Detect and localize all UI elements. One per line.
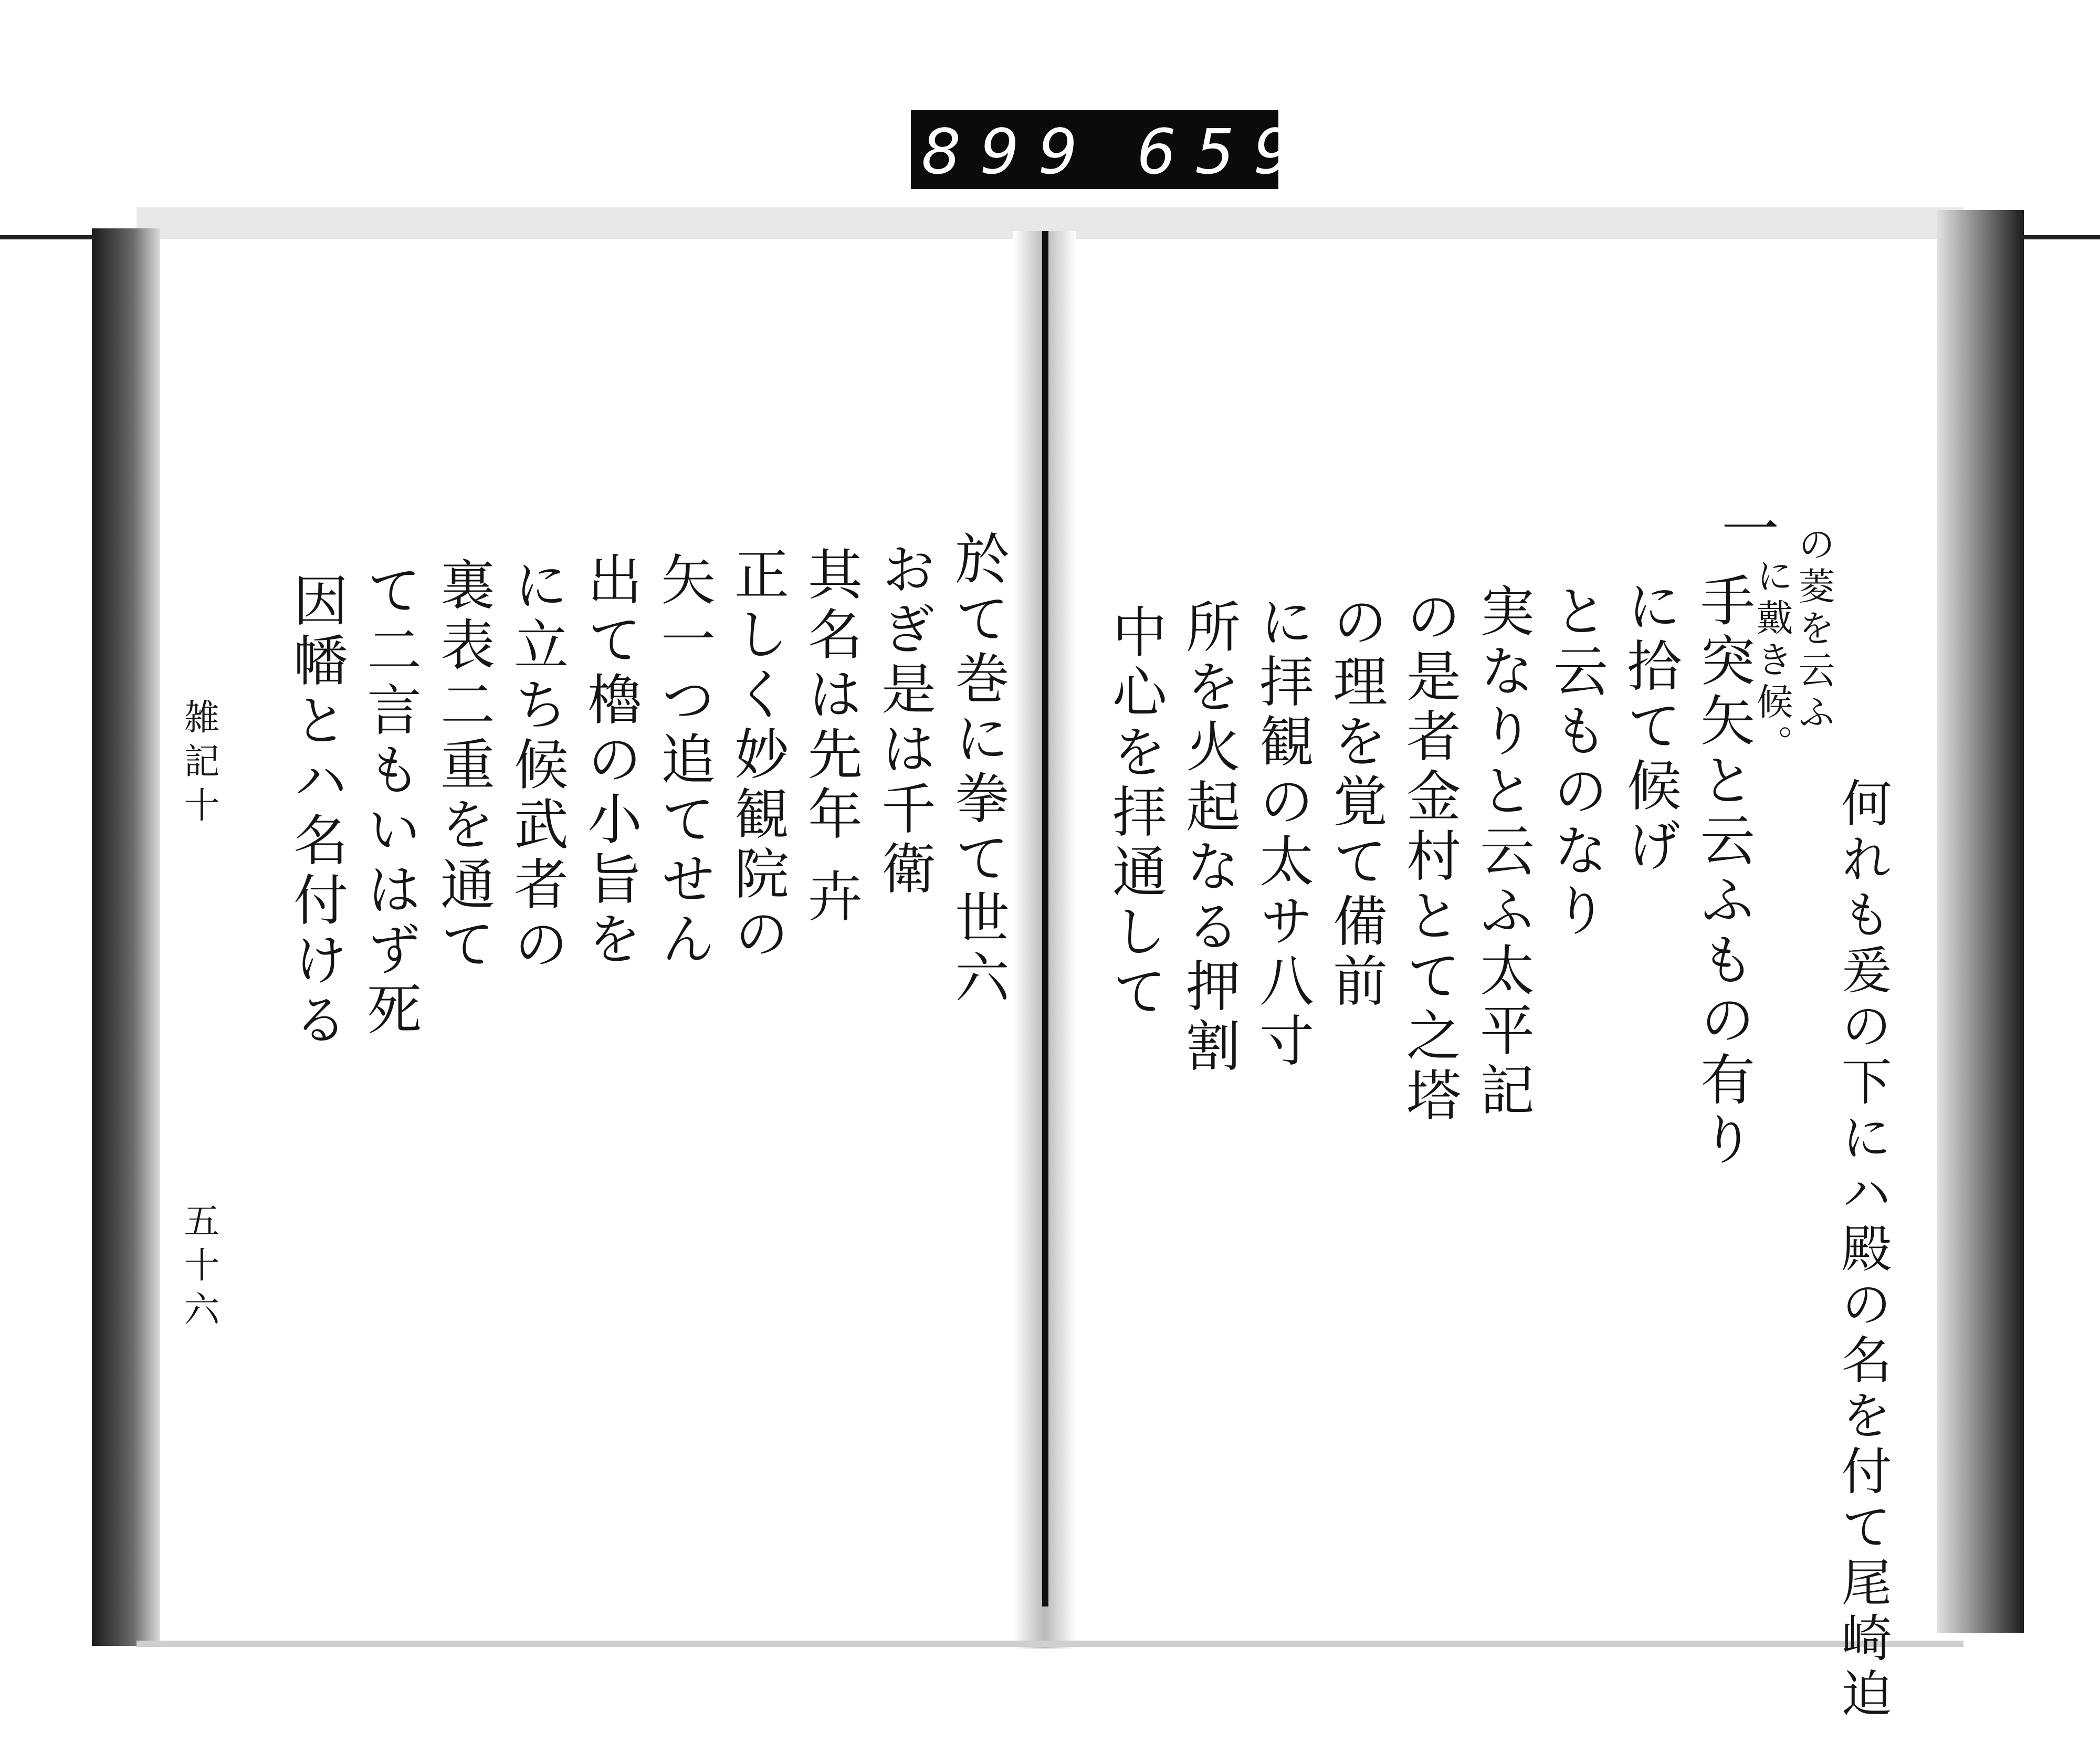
left-col-5: 出て櫓の小旨を — [578, 551, 642, 970]
left-page-edges — [92, 228, 160, 1646]
right-col-5: 実なりと云ふ太平記 — [1471, 583, 1535, 1121]
left-col-2: 其名は先年 卉 — [799, 546, 863, 928]
right-col-2: 手突矢と云ふもの有り — [1691, 572, 1755, 1171]
catalog-number-label — [911, 110, 1350, 189]
right-col-6: の是者金村とて之塔 — [1397, 588, 1461, 1127]
right-col-9: 所を火起なる押割 — [1177, 598, 1241, 1077]
left-col-8: て二言もいはず死 — [358, 562, 422, 1041]
section-mark: 一 — [1712, 499, 1779, 562]
right-col-10: 中心を拝通して — [1103, 604, 1167, 1023]
left-col-4: 矢一つ追てせん — [652, 551, 716, 970]
left-col-6: に立ち候武者の — [505, 556, 569, 975]
page-label: 雑記十 — [178, 698, 219, 831]
right-col-3: に拾て候げ — [1618, 578, 1682, 877]
right-col-1: に戴き候。 — [1750, 556, 1793, 766]
right-page-edges — [1937, 210, 2024, 1633]
left-col-0: 於て巻に拳て世六 — [946, 530, 1010, 1009]
left-col-9: 因幡とハ名付ける — [284, 572, 348, 1051]
left-col-1: おぎ是は千衛 — [872, 541, 936, 900]
right-col-8: に拝観の太サ八寸 — [1250, 593, 1314, 1072]
left-col-3: 正しく妙観院の — [725, 546, 789, 965]
label-number-right: 659. — [1137, 116, 1350, 188]
left-col-7: 裏表二重を通て — [431, 556, 495, 975]
label-number-left: 899 — [921, 116, 1097, 188]
right-col-7: の理を覚て備前 — [1324, 593, 1388, 1012]
center-spine-line — [1042, 231, 1048, 1606]
right-col-0: の菱を云ふ — [1792, 525, 1835, 735]
right-col-start-0: 何れも爰の下にハ殿の名を付て尾崎迫 — [1833, 777, 1892, 1723]
right-col-4: と云ものなり — [1544, 583, 1608, 942]
page-number: 五十六 — [178, 1202, 219, 1335]
